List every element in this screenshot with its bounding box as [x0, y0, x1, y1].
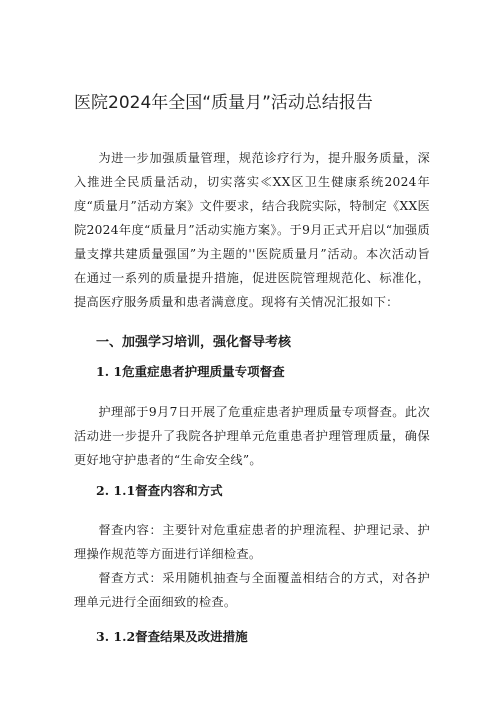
subsection-paragraph-1-1: 护理部于9月7日开展了危重症患者护理质量专项督查。此次活动进一步提升了我院各护理单元危重患者护理管理质量，确保更好地守护患者的“生命安全线”。 [74, 405, 430, 467]
intro-paragraph: 为进一步加强质量管理，规范诊疗行为，提升服务质量，深入推进全民质量活动，切实落实≪XX区卫生健康系统2024年度“质量月”活动方案》文件要求，结合我院实际，特制定《XX医院2024年度“质量月”活动实施方案》。于9月正式开启以“加强质量支撑共建质量强国”为主题的''医院质量月”活动。本次活动旨在通过一系列的质量提升措施，促进医院管理规范化、标准化，提高医疗服务质量和患者满意度。现将有关情况汇报如下： [74, 151, 430, 309]
inspection-method-paragraph: 督查方式：采用随机抽查与全面覆盖相结合的方式，对各护理单元进行全面细致的检查。 [74, 571, 430, 609]
document-title: 医院2024年全国“质量月”活动总结报告 [74, 93, 373, 113]
subsection-heading-1-1-1: 2. 1.1督查内容和方式 [96, 483, 223, 498]
subsection-heading-1-2: 3. 1.2督查结果及改进措施 [96, 629, 248, 644]
inspection-content-paragraph: 督查内容：主要针对危重症患者的护理流程、护理记录、护理操作规范等方面进行详细检查。 [74, 523, 430, 561]
section-heading-1: 一、加强学习培训，强化督导考核 [96, 335, 292, 350]
subsection-heading-1-1: 1. 1危重症患者护理质量专项督查 [96, 364, 285, 379]
